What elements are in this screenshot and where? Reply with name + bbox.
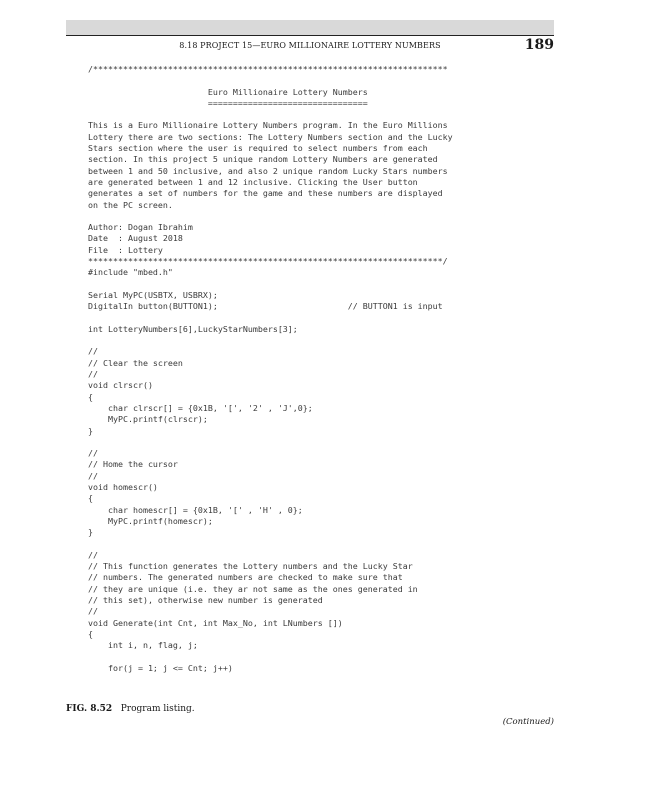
header-bar <box>66 20 554 35</box>
code-line: { <box>88 391 93 402</box>
code-line: ================================ <box>88 97 368 108</box>
code-line: for(j = 1; j <= Cnt; j++) <box>88 662 233 673</box>
code-line: } <box>88 425 93 436</box>
code-line: void Generate(int Cnt, int Max_No, int LNumbers []) <box>88 617 343 628</box>
code-line: char clrscr[] = {0x1B, '[', '2' , 'J',0}; <box>88 402 313 413</box>
code-line: { <box>88 493 93 504</box>
code-line: ***********************************************************************/ <box>88 256 448 267</box>
code-line <box>88 538 538 549</box>
code-line: int i, n, flag, j; <box>88 640 198 651</box>
code-line <box>88 335 538 346</box>
code-line: DigitalIn button(BUTTON1); // BUTTON1 is input <box>88 301 443 312</box>
code-line: char homescr[] = {0x1B, '[' , 'H' , 0}; <box>88 504 303 515</box>
code-line: between 1 and 50 inclusive, and also 2 unique random Lucky Stars numbers <box>88 165 448 176</box>
figure-caption <box>66 704 366 714</box>
code-line: /*********************************************************************** <box>88 64 448 74</box>
code-line: are generated between 1 and 12 inclusive. Clicking the User button <box>88 176 418 187</box>
code-line <box>88 651 538 662</box>
code-line: Author: Dogan Ibrahim <box>88 222 193 233</box>
code-line: { <box>88 628 93 639</box>
code-line: // <box>88 448 98 459</box>
code-line <box>88 109 538 120</box>
code-line <box>88 75 538 86</box>
code-line: // <box>88 346 98 357</box>
code-line: // Clear the screen <box>88 357 183 368</box>
code-line: on the PC screen. <box>88 199 173 210</box>
code-line: // numbers. The generated numbers are checked to make sure that <box>88 572 403 583</box>
continued-note: (Continued) <box>502 717 554 727</box>
code-line: section. In this project 5 unique random Lottery Numbers are generated <box>88 154 438 165</box>
code-line <box>88 279 538 290</box>
figure-label: FIG. 8.52 <box>66 704 113 714</box>
program-listing <box>88 64 538 674</box>
code-line: int LotteryNumbers[6],LuckyStarNumbers[3]; <box>88 323 298 334</box>
code-line: Lottery there are two sections: The Lottery Numbers section and the Lucky <box>88 131 453 142</box>
code-line: // <box>88 549 98 560</box>
code-line <box>88 211 538 222</box>
code-line: Date : August 2018 <box>88 233 183 244</box>
code-line: } <box>88 527 93 538</box>
code-line <box>88 437 538 448</box>
page-number: 189 <box>524 37 554 53</box>
code-line: // this set), otherwise new number is generated <box>88 594 323 605</box>
code-line: generates a set of numbers for the game and these numbers are displayed <box>88 188 443 199</box>
code-line: Euro Millionaire Lottery Numbers <box>88 86 368 97</box>
code-line: Stars section where the user is required to select numbers from each <box>88 143 428 154</box>
code-line: File : Lottery <box>88 244 163 255</box>
code-line: void homescr() <box>88 481 158 492</box>
header-rule <box>66 35 554 36</box>
figure-caption-text: Program listing. <box>120 704 195 714</box>
code-line: // <box>88 470 98 481</box>
code-line: // <box>88 369 98 380</box>
code-line: MyPC.printf(homescr); <box>88 515 213 526</box>
code-line: MyPC.printf(clrscr); <box>88 414 208 425</box>
code-line: // This function generates the Lottery numbers and the Lucky Star <box>88 561 413 572</box>
code-line: #include "mbed.h" <box>88 267 173 278</box>
code-line: // <box>88 606 98 617</box>
code-line: This is a Euro Millionaire Lottery Numbers program. In the Euro Millions <box>88 120 448 131</box>
code-line: // Home the cursor <box>88 459 178 470</box>
code-line: void clrscr() <box>88 380 153 391</box>
code-line: // they are unique (i.e. they ar not same as the ones generated in <box>88 583 418 594</box>
code-line: Serial MyPC(USBTX, USBRX); <box>88 289 218 300</box>
running-head: 8.18 PROJECT 15—EURO MILLIONAIRE LOTTERY NUMBERS <box>179 41 441 50</box>
code-line <box>88 313 538 324</box>
